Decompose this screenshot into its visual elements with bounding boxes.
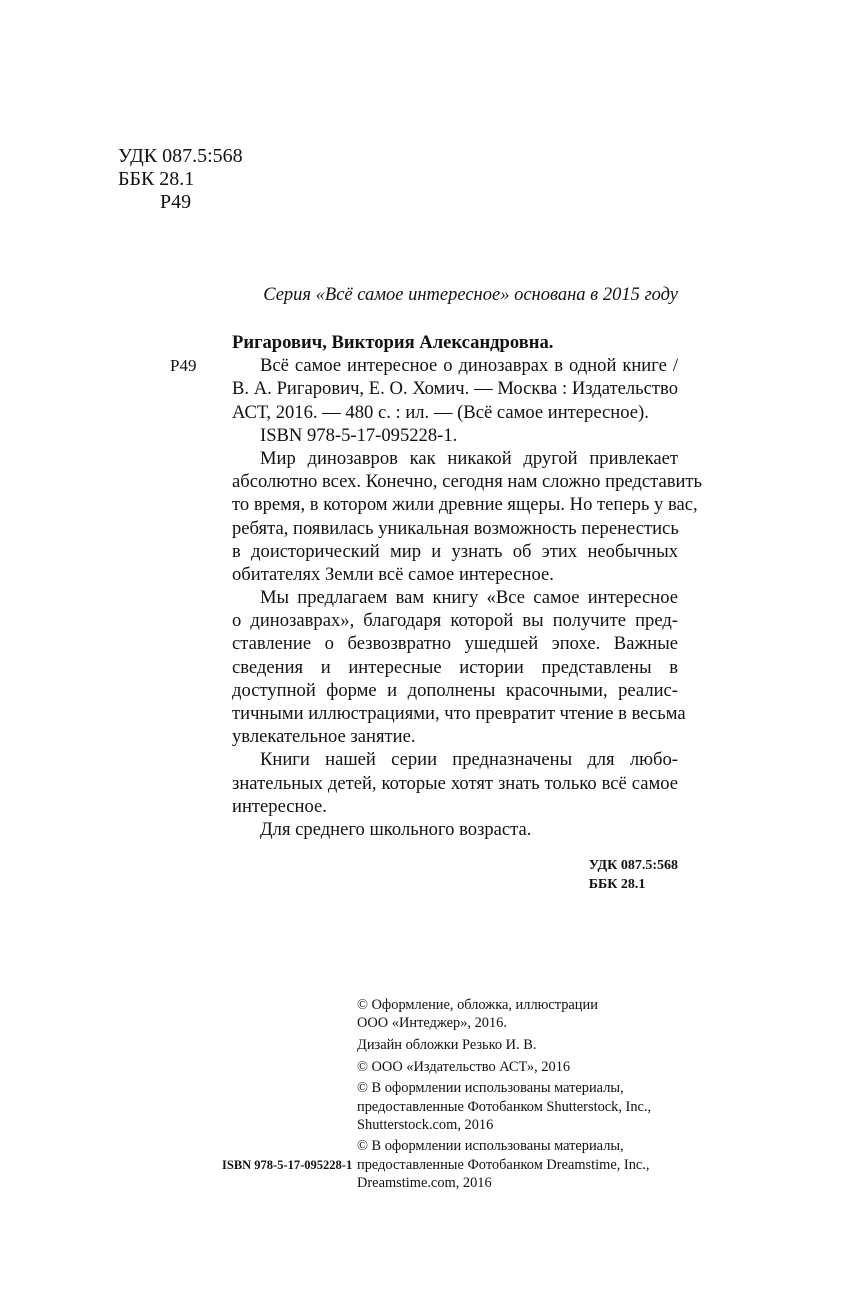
author-heading: Ригарович, Виктория Александровна.: [232, 332, 554, 353]
bbk-code: ББК 28.1: [118, 168, 195, 190]
catalog-line: Книги нашей серии предназначены для любо-: [260, 749, 678, 771]
catalog-line: абсолютно всех. Конечно, сегодня нам сложно представить: [232, 471, 703, 493]
catalog-line: обитателях Земли всё самое интересное.: [232, 563, 554, 585]
copyright-item: [357, 1036, 651, 1054]
catalog-line: доступной форме и дополнены красочными, реалис-: [232, 679, 678, 701]
catalog-line: тичными иллюстрациями, что превратит чтение в весьма: [232, 703, 686, 724]
catalog-line: о динозаврах», благодаря которой вы получите пред-: [232, 610, 678, 632]
catalog-line: сведения и интересные истории представлены в: [232, 656, 678, 678]
copyright-line: ООО «Интеджер», 2016.: [357, 1015, 507, 1032]
catalog-line: интересное.: [232, 795, 327, 817]
catalog-bbk: ББК 28.1: [588, 877, 646, 892]
copyright-line: © ООО «Издательство АСТ», 2016: [357, 1058, 571, 1075]
author-mark: Р49: [160, 191, 192, 213]
catalog-line: Мир динозавров как никакой другой привлекает: [260, 447, 678, 469]
copyright-line: © Оформление, обложка, иллюстрации: [357, 997, 598, 1013]
copyright-line: Shutterstock.com, 2016: [357, 1116, 494, 1133]
catalog-line: АСТ, 2016. — 480 с. : ил. — (Всё самое интересное).: [232, 401, 649, 423]
isbn-footer: ISBN 978-5-17-095228-1: [222, 1158, 353, 1172]
catalog-udk: УДК 087.5:568: [588, 858, 678, 873]
copyright-line: предоставленные Фотобанком Shutterstock, Inc.,: [357, 1098, 652, 1115]
catalog-line: в доисторический мир и узнать об этих необычных: [232, 540, 678, 562]
copyright-line: предоставленные Фотобанком Dreamstime, Inc.,: [357, 1156, 650, 1173]
catalog-card: [232, 331, 703, 841]
catalog-line: увлекательное занятие.: [232, 726, 416, 748]
catalog-line: Всё самое интересное о динозаврах в одной книге /: [260, 355, 678, 377]
catalog-line: то время, в котором жили древние ящеры. Но теперь у вас,: [232, 494, 698, 516]
catalog-line: Мы предлагаем вам книгу «Все самое интересное: [260, 587, 678, 609]
catalog-line: В. А. Ригарович, Е. О. Хомич. — Москва : Издательство: [232, 378, 678, 400]
copyright-item: [357, 1137, 651, 1192]
copyright-item: [357, 1079, 651, 1134]
udk-code: УДК 087.5:568: [118, 145, 243, 167]
copyright-line: © В оформлении использованы материалы,: [357, 1080, 624, 1097]
copyright-line: Дизайн обложки Резько И. В.: [357, 1036, 537, 1053]
copyright-line: © В оформлении использованы материалы,: [357, 1138, 624, 1155]
copyright-line: Dreamstime.com, 2016: [357, 1174, 492, 1191]
catalog-line: знательных детей, которые хотят знать только всё самое: [232, 772, 678, 794]
catalog-line: ISBN 978-5-17-095228-1.: [260, 424, 458, 446]
copyright-item: [357, 996, 651, 1032]
catalog-classification: [589, 856, 678, 894]
catalog-line: ребята, появилась уникальная возможность перенестись: [232, 517, 679, 539]
catalog-line: ставление о безвозвратно ушедшей эпохе. Важные: [232, 633, 678, 655]
copyright-block: [357, 996, 651, 1196]
copyright-item: [357, 1058, 651, 1076]
catalog-line: Для среднего школьного возраста.: [260, 818, 532, 840]
series-note: Серия «Всё самое интересное» основана в 2015 году: [263, 285, 678, 305]
catalog-author-mark: Р49: [170, 356, 197, 375]
